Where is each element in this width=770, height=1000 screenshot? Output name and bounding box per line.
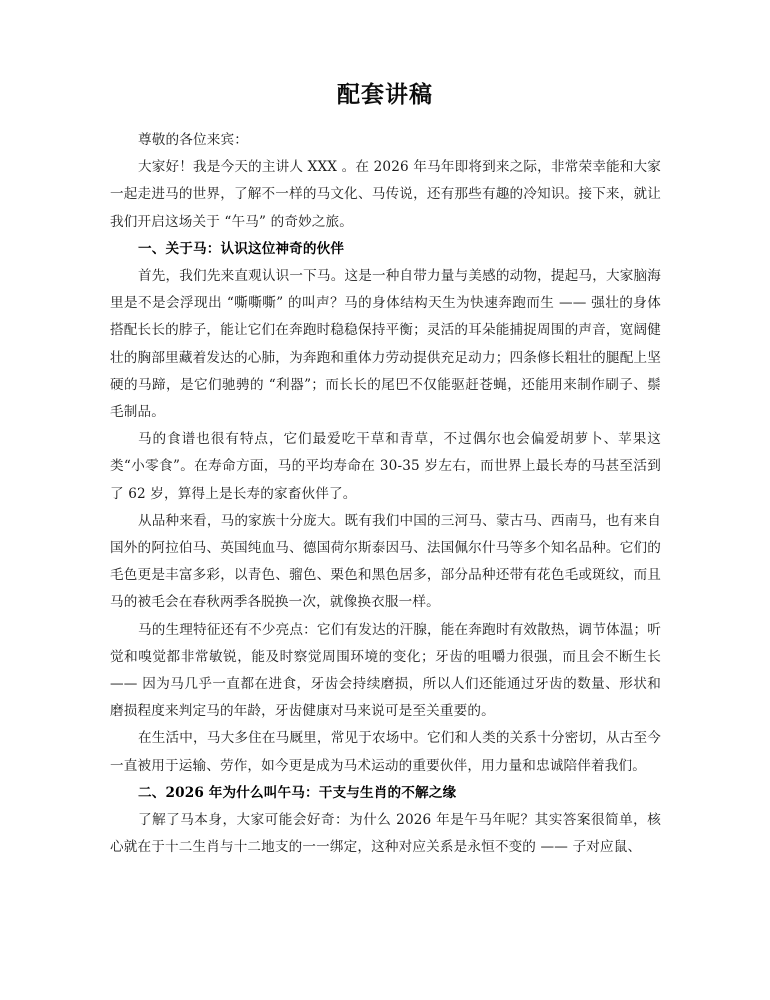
section-heading-1: 一、关于马：认识这位神奇的伙伴 [138,240,345,257]
paragraph-opening: 大家好！我是今天的主讲人 XXX 。在 2026 年马年即将到来之际，非常荣幸能和大家一起走进马的世界，了解不一样的马文化、马传说，还有那些有趣的冷知识。接下来，就让我们开启这场关于 “午马” 的奇妙之旅。 [110,159,661,230]
paragraph-breeds: 从品种来看，马的家族十分庞大。既有我们中国的三河马、蒙古马、西南马，也有来自国外的阿拉伯马、英国纯血马、德国荷尔斯泰因马、法国佩尔什马等多个知名品种。它们的毛色更是丰富多彩，以青色、骝色、栗色和黑色居多，部分品种还带有花色毛或斑纹，而且马的被毛会在春秋两季各脱换一次，就像换衣服一样。 [110,512,661,611]
document-body [110,127,661,861]
page-title: 配套讲稿 [337,81,433,108]
paragraph-salutation: 尊敬的各位来宾： [138,132,248,148]
section-heading-2: 二、2026 年为什么叫午马：干支与生肖的不解之缘 [138,784,457,801]
paragraph-zodiac: 了解了马本身，大家可能会好奇：为什么 2026 年是午马年呢？其实答案很简单，核心就在于十二生肖与十二地支的一一绑定，这种对应关系是永恒不变的 —— 子对应鼠、 [110,812,661,856]
paragraph-life: 在生活中，马大多住在马厩里，常见于农场中。它们和人类的关系十分密切，从古至今一直被用于运输、劳作，如今更是成为马术运动的重要伙伴，用力量和忠诚陪伴着我们。 [110,730,661,774]
paragraph-physiology: 马的生理特征还有不少亮点：它们有发达的汗腺，能在奔跑时有效散热，调节体温；听觉和嗅觉都非常敏锐，能及时察觉周围环境的变化；牙齿的咀嚼力很强，而且会不断生长 —— 因为马几乎一直都在进食，牙齿会持续磨损，所以人们还能通过牙齿的数量、形状和磨损程度来判定马的年龄，牙齿健康对马来说可是至关重要的。 [110,621,661,720]
paragraph-appearance: 首先，我们先来直观认识一下马。这是一种自带力量与美感的动物，提起马，大家脑海里是不是会浮现出 “嘶嘶嘶” 的叫声？马的身体结构天生为快速奔跑而生 —— 强壮的身体搭配长长的脖子，能让它们在奔跑时稳稳保持平衡；灵活的耳朵能捕捉周围的声音，宽阔健壮的胸部里藏着发达的心肺，为奔跑和重体力劳动提供充足动力；四条修长粗壮的腿配上坚硬的马蹄，是它们驰骋的 “利器”；而长长的尾巴不仅能驱赶苍蝇，还能用来制作刷子、鬃毛制品。 [110,268,661,421]
paragraph-diet-lifespan: 马的食谱也很有特点，它们最爱吃干草和青草，不过偶尔也会偏爱胡萝卜、苹果这类“小零食”。在寿命方面，马的平均寿命在 30-35 岁左右，而世界上最长寿的马甚至活到了 62 岁，算得上是长寿的家畜伙伴了。 [110,431,661,502]
